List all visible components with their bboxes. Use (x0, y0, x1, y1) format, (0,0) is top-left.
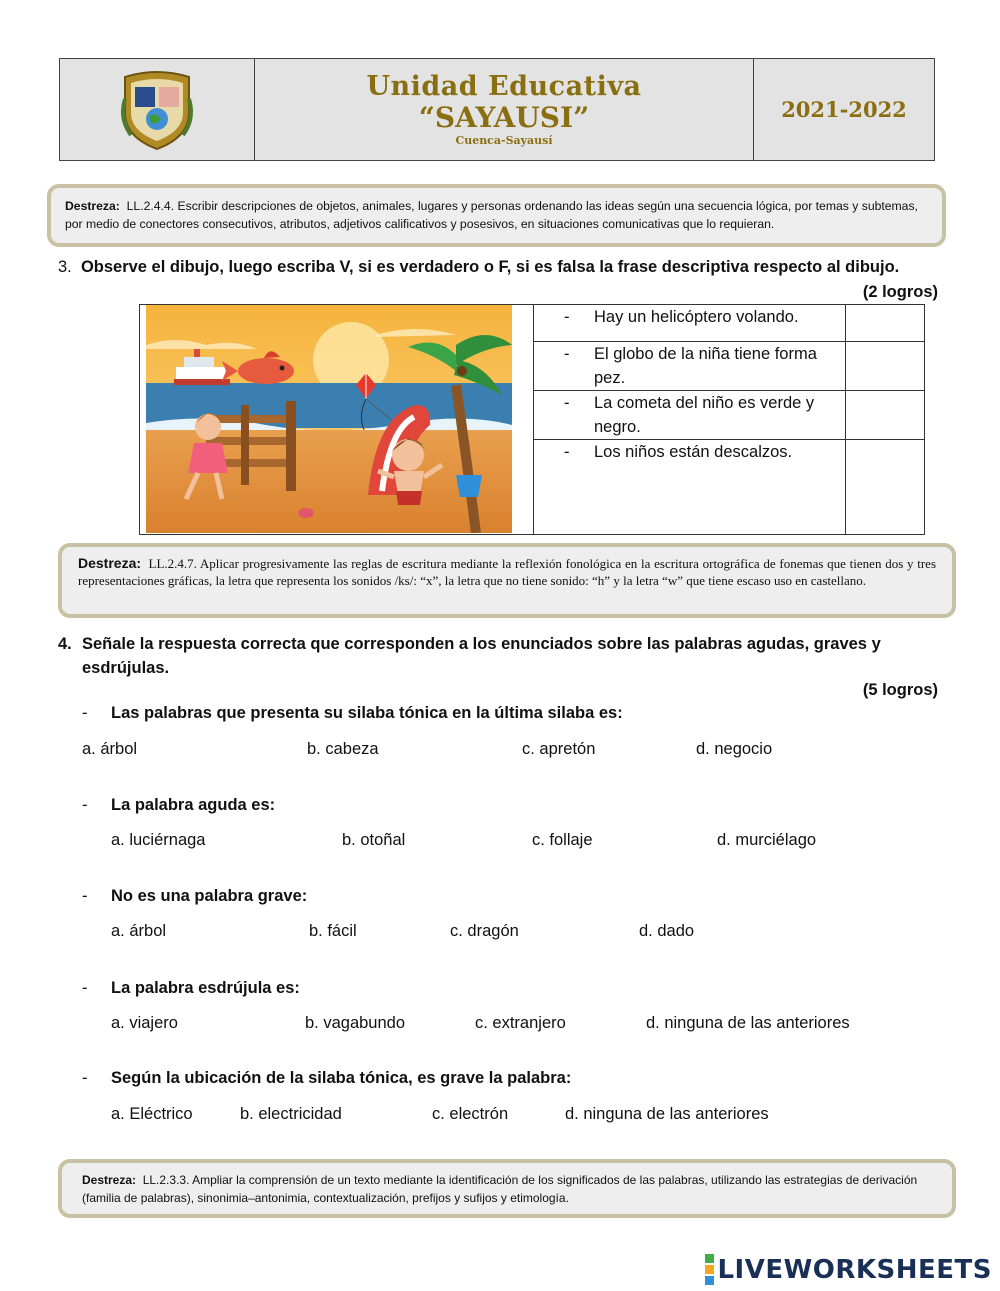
statement-cell: - Hay un helicóptero volando. (534, 305, 846, 342)
q4-logros: (5 logros) (862, 681, 938, 699)
q4-item-4-option-c[interactable]: c. extranjero (475, 1014, 566, 1032)
q4-item-4-option-d[interactable]: d. ninguna de las anteriores (646, 1014, 850, 1032)
q4-item-5-option-b[interactable]: b. electricidad (240, 1105, 342, 1123)
destreza-box-3 (58, 1159, 956, 1218)
q4-item-1-option-c[interactable]: c. apretón (522, 740, 596, 758)
q4-item-1-option-b[interactable]: b. cabeza (307, 740, 379, 758)
q4-item-3-option-b[interactable]: b. fácil (309, 922, 357, 940)
destreza-box-1 (47, 184, 946, 247)
question-text: Señale la respuesta correcta que corresponden a los enunciados sobre las palabras agudas, graves y esdrújulas. (82, 635, 881, 677)
q4-item-2-option-d[interactable]: d. murciélago (717, 831, 817, 849)
brand-name: LIVEWORKSHEETS (717, 1254, 992, 1285)
destreza-text: LL.2.3.3. Ampliar la comprensión de un texto mediante la identificación de los significados de las palabras, utilizando las estrategias de derivación (familia de palabras), sinonimia–antonimia, contextualización, prefijos y sufijos y etimología. (82, 1173, 918, 1205)
q4-item-4-question: La palabra esdrújula es: (111, 979, 300, 997)
destreza-text: LL.2.4.7. Aplicar progresivamente las reglas de escritura mediante la reflexión fonológica en la escritura ortográfica de fonemas que tienen dos y tres representaciones gráficas, la letra que representa los sonidos /ks/: “x”, la letra que no tiene sonido: “h” y la letra “w” que tiene escaso uso en castellano. (78, 556, 936, 588)
statement-text: La cometa del niño es verde y negro. (594, 394, 815, 436)
q4-item-3-option-d[interactable]: d. dado (639, 922, 695, 940)
q4-item-4-option-b[interactable]: b. vagabundo (305, 1014, 406, 1032)
answer-box-1[interactable] (846, 305, 925, 342)
q4-item-5-option-c[interactable]: c. electrón (432, 1105, 509, 1123)
school-crest-logo (117, 69, 197, 151)
statement-text: El globo de la niña tiene forma pez. (594, 345, 817, 387)
statement-cell: - Los niños están descalzos. (534, 440, 846, 535)
q4-item-3-option-a[interactable]: a. árbol (111, 922, 167, 940)
statement-cell: - El globo de la niña tiene forma pez. (534, 342, 846, 391)
true-false-table (533, 304, 925, 535)
q4-item-3-option-c[interactable]: c. dragón (450, 922, 519, 940)
statement-text: Los niños están descalzos. (594, 443, 793, 461)
school-header (59, 58, 935, 161)
destreza-label: Destreza: (82, 1173, 137, 1187)
school-name-line1: Unidad Educativa (366, 70, 642, 102)
destreza-text: LL.2.4.4. Escribir descripciones de objetos, animales, lugares y personas ordenando las ideas según una secuencia lógica, por temas y subtemas, por medio de conectores consecutivos, atributos, adjetivos calificativos y posesivos, en situaciones comunicativas que lo requieran. (65, 199, 918, 231)
answer-box-3[interactable] (846, 391, 925, 440)
destreza-label: Destreza: (65, 199, 120, 213)
q4-item-3-question: No es una palabra grave: (111, 887, 308, 905)
q4-item-5-option-a[interactable]: a. Eléctrico (111, 1105, 193, 1123)
question-text: Observe el dibujo, luego escriba V, si es verdadero o F, si es falsa la frase descriptiva respecto al dibujo. (80, 258, 900, 276)
brand-logo-icon (705, 1253, 714, 1286)
statement-cell: - La cometa del niño es verde y negro. (534, 391, 846, 440)
q3-logros: (2 logros) (862, 283, 938, 301)
q4-item-5-question: Según la ubicación de la silaba tónica, es grave la palabra: (111, 1069, 572, 1087)
q4-item-2-option-a[interactable]: a. luciérnaga (111, 831, 206, 849)
q4-item-5-option-d[interactable]: d. ninguna de las anteriores (565, 1105, 769, 1123)
question-3-title (58, 258, 938, 277)
school-title-cell (255, 59, 754, 160)
statement-text: Hay un helicóptero volando. (594, 308, 799, 326)
destreza-box-2 (58, 543, 956, 618)
school-name-line2: “SAYAUSI” (418, 100, 590, 134)
beach-kids-illustration (146, 305, 512, 533)
q4-item-1-option-a[interactable]: a. árbol (82, 740, 138, 758)
logo-cell (60, 59, 255, 160)
question-number: 3. (58, 258, 72, 276)
year-cell (754, 59, 934, 160)
q4-item-2-option-c[interactable]: c. follaje (532, 831, 593, 849)
q4-item-2-question: La palabra aguda es: (111, 796, 276, 814)
q4-item-2-option-b[interactable]: b. otoñal (342, 831, 406, 849)
answer-box-4[interactable] (846, 440, 925, 535)
school-year: 2021-2022 (781, 97, 907, 122)
school-location: Cuenca-Sayausí (455, 133, 553, 147)
question-4-title (58, 632, 918, 680)
liveworksheets-brand (705, 1253, 992, 1286)
answer-box-2[interactable] (846, 342, 925, 391)
question-number: 4. (58, 635, 72, 653)
q4-item-1-question: Las palabras que presenta su silaba tónica en la última silaba es: (111, 704, 623, 722)
destreza-label: Destreza: (78, 555, 142, 571)
q4-item-1-option-d[interactable]: d. negocio (696, 740, 773, 758)
q4-item-4-option-a[interactable]: a. viajero (111, 1014, 178, 1032)
